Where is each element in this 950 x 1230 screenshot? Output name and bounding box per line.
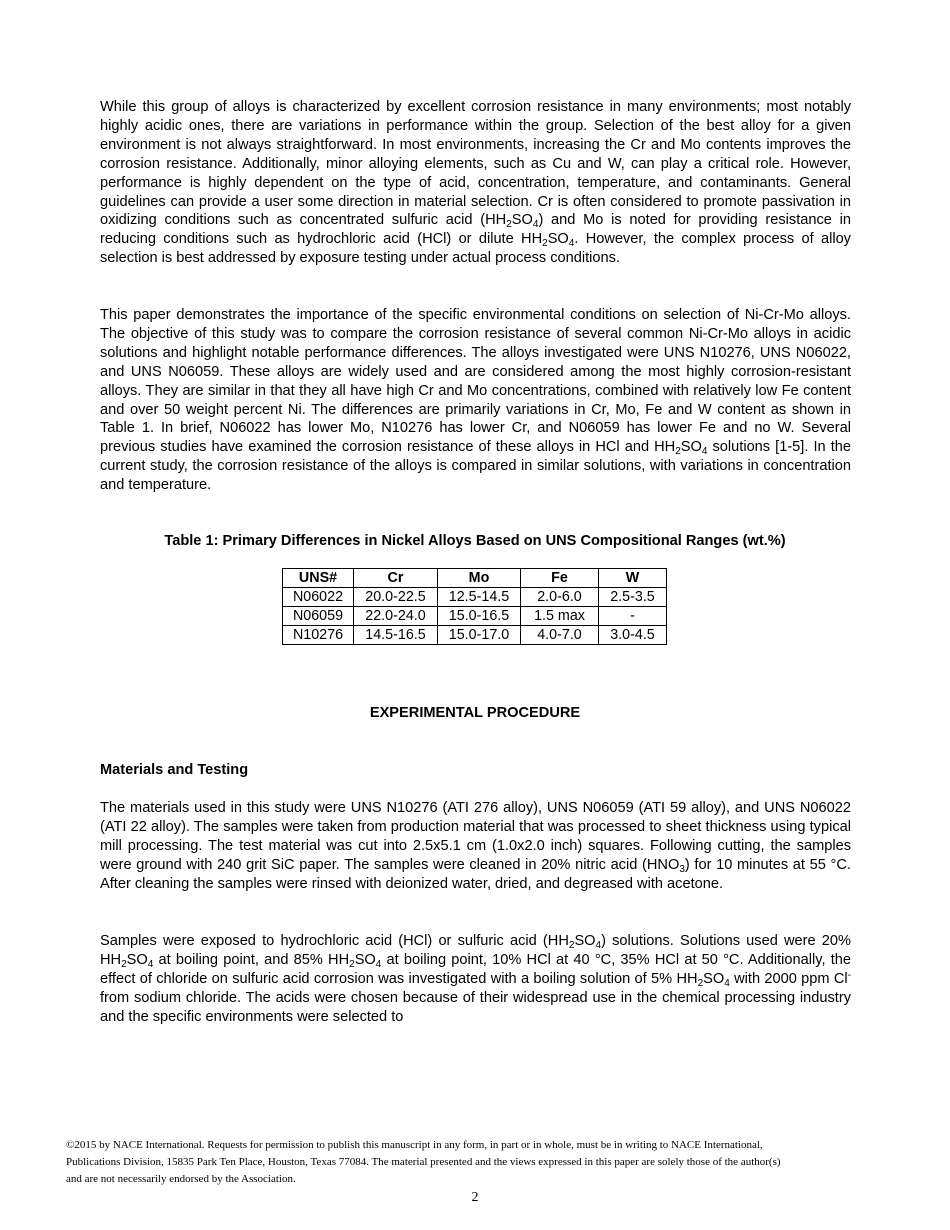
materials-paragraph: The materials used in this study were UNS N10276 (ATI 276 alloy), UNS N06059 (ATI 59 alloy), and UNS N06022 (ATI 22 alloy). The samples were taken from production material that was processed to sheet thickness using typical mill processing. The test material was cut into 2.5x5.1 cm (1.0x2.0 inch) squares. Following cutting, the samples were ground with 240 grit SiC paper. The samples were cleaned in 20% nitric acid $(HNO_3)$ for 10 minutes at 55 °C. After cleaning the samples were rinsed with deionized water, dried, and degreased with acetone.	[100, 800, 851, 892]
table-cell: N06022	[283, 588, 354, 607]
formula-subscript: 2	[568, 940, 575, 951]
table-cell: -	[599, 607, 667, 626]
formula-subscript: 2	[542, 238, 548, 250]
formula-subscript: 4	[724, 977, 730, 989]
formula-subscript: 2	[349, 958, 355, 970]
page-number: 2	[471, 1190, 479, 1205]
formula-subscript: 4	[568, 238, 575, 250]
table-row	[283, 588, 667, 607]
table-cell: 15.0-17.0	[438, 626, 521, 645]
table-1-caption: Table 1: Primary Differences in Nickel Alloys Based on UNS Compositional Ranges (wt.%)	[164, 533, 786, 549]
copyright-footer: ©2015 by NACE International. Requests for permission to publish this manuscript in any form, in part or in whole, must be in writing to NACE International, Publications Division, 15835 Park Ten Place, Houston, Texas 77084. The material presented and the views expressed in this paper are solely those of the author(s) and are not necessarily endorsed by the Association.	[66, 1139, 781, 1185]
section-heading-experimental: EXPERIMENTAL PROCEDURE	[369, 705, 581, 721]
superscript-minus: -	[847, 969, 852, 981]
table-cell: 12.5-14.5	[438, 588, 521, 607]
testing-paragraph: Samples were exposed to hydrochloric acid (HCl) or sulfuric acid $(HH_2SO_4)$ solutions. Solutions used were 20% $HH_2SO_4$ at boiling point, and 85% $HH_2SO_4$ at boiling point, 10% HCl at 40 °C, 35% HCl at 50 °C. Additionally, the effect of chloride on sulfuric acid corrosion was investigated with a boiling solution of 5% $HH_2SO_4$ with 2000 ppm Cl- from sodium chloride. The acids were chosen because of their widespread use in the chemical processing industry and the specific environments were selected to	[100, 933, 852, 1025]
table-cell: 4.0-7.0	[521, 626, 599, 645]
subsection-heading-materials: Materials and Testing	[100, 762, 249, 778]
table-cell: 22.0-24.0	[354, 607, 438, 626]
header-w: W	[599, 569, 667, 588]
table-cell: 15.0-16.5	[438, 607, 521, 626]
table-cell: 2.0-6.0	[521, 588, 599, 607]
table-cell: 2.5-3.5	[599, 588, 667, 607]
formula-subscript: 2	[121, 958, 127, 970]
table-row	[283, 607, 667, 626]
formula-subscript: 4	[147, 958, 154, 970]
table-cell: N06059	[283, 607, 354, 626]
formula-subscript: 4	[701, 446, 708, 458]
table-row	[283, 626, 667, 645]
formula-subscript: 4	[375, 958, 382, 970]
formula-subscript: 4	[532, 219, 539, 231]
formula-subscript: 2	[675, 446, 681, 458]
header-fe: Fe	[521, 569, 599, 588]
header-cr: Cr	[354, 569, 438, 588]
table-cell: 14.5-16.5	[354, 626, 438, 645]
header-mo: Mo	[438, 569, 521, 588]
formula-subscript: 2	[506, 219, 512, 231]
formula-subscript: 4	[595, 940, 602, 951]
table-cell: 3.0-4.5	[599, 626, 667, 645]
formula-subscript: 3	[679, 863, 685, 875]
header-uns: UNS#	[283, 569, 354, 588]
table-cell: N10276	[283, 626, 354, 645]
table-cell: 1.5 max	[521, 607, 599, 626]
table-header-row	[283, 569, 667, 588]
alloy-composition-table	[282, 568, 667, 645]
formula-subscript: 2	[697, 977, 704, 989]
intro-paragraph-objective: This paper demonstrates the importance of the specific environmental conditions on selection of Ni-Cr-Mo alloys. The objective of this study was to compare the corrosion resistance of several common Ni-Cr-Mo alloys in acidic solutions and highlight notable performance differences. The alloys investigated were UNS N10276, UNS N06022, and UNS N06059. These alloys are widely used and are considered among the most highly corrosion-resistant alloys. They are similar in that they all have high Cr and Mo concentrations, combined with relatively low Fe content and over 50 weight percent Ni. The differences are primarily variations in Cr, Mo, Fe and W content as shown in Table 1. In brief, N06022 has lower Mo, N10276 has lower Cr, and N06059 has lower Fe and no W. Several previous studies have examined the corrosion resistance of these alloys in HCl and $HH_2SO_4$ solutions [1-5]. In the current study, the corrosion resistance of the alloys is compared in similar solutions, with variations in concentration and temperature.	[100, 307, 851, 494]
intro-paragraph-alloy-selection: While this group of alloys is characterized by excellent corrosion resistance in many environments; most notably highly acidic ones, there are variations in performance within the group. Selection of the best alloy for a given environment is not always straightforward. In most environments, increasing the Cr and Mo contents improves the corrosion resistance. Additionally, minor alloying elements, such as Cu and W, can play a critical role. However, performance is highly dependent on the type of acid, concentration, temperature, and contaminants. General guidelines can provide a user some direction in material selection. Cr is often considered to promote passivation in oxidizing conditions such as concentrated sulfuric acid $(HH_2SO_4)$ and Mo is noted for providing resistance in reducing conditions such as hydrochloric acid (HCl) or dilute $HH_2SO_4$. However, the complex process of alloy selection is best addressed by exposure testing under actual process conditions.	[100, 99, 851, 267]
table-cell: 20.0-22.5	[354, 588, 438, 607]
